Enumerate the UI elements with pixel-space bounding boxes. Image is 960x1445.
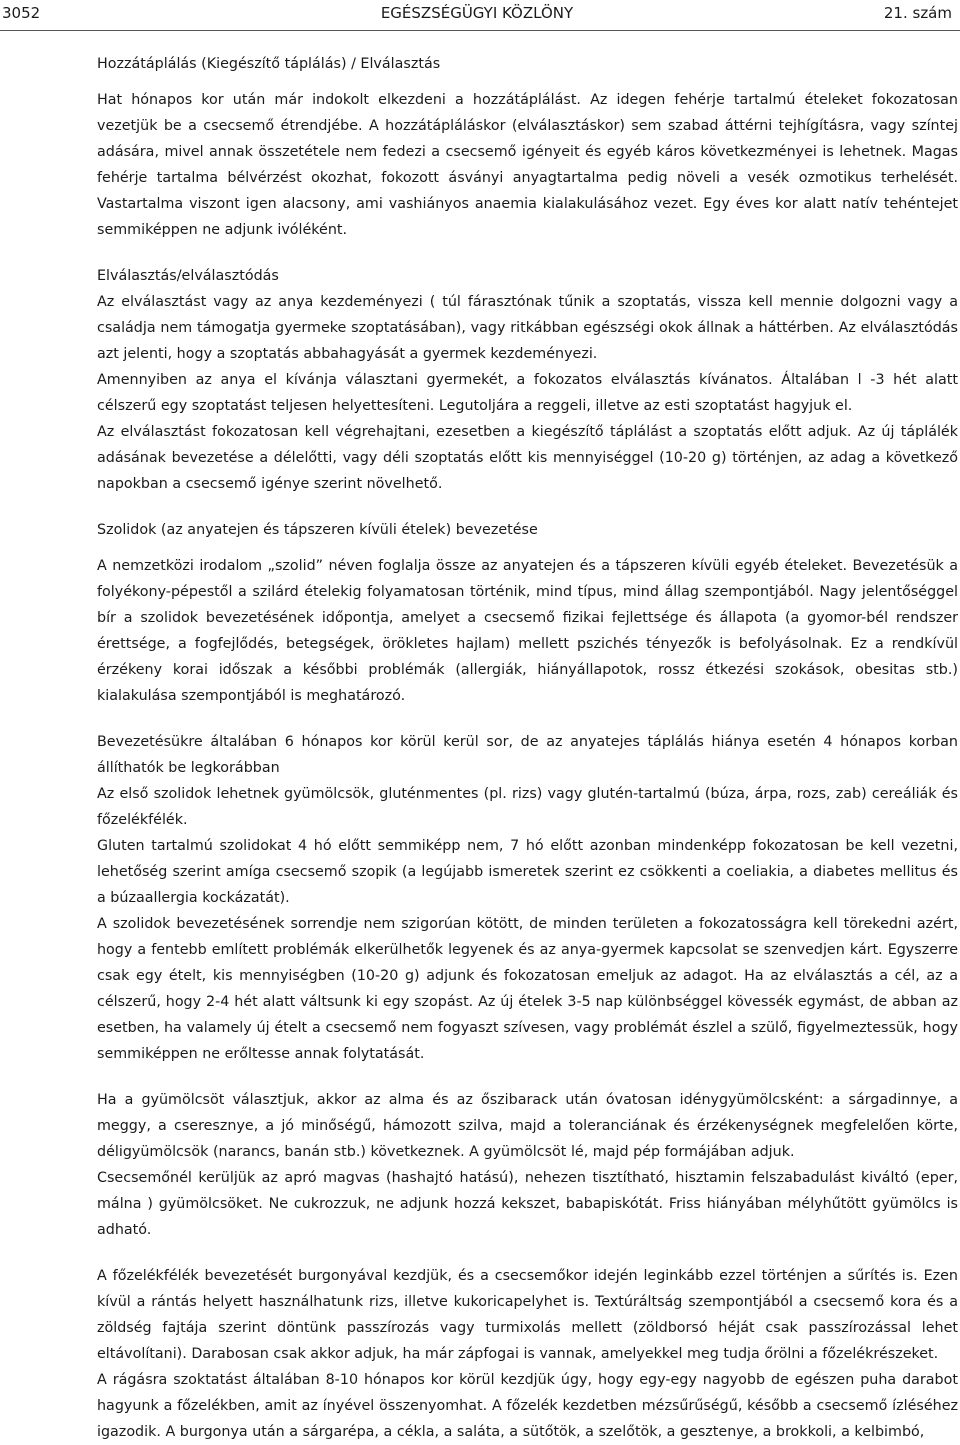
publication-title: EGÉSZSÉGÜGYI KÖZLÖNY: [380, 4, 574, 22]
paragraph: Csecsemőnél kerüljük az apró magvas (hashajtó hatású), nehezen tisztítható, hisztamin felszabadulást kiváltó (eper, málna ) gyümölcsöket. Ne cukrozzuk, ne adjunk hozzá kekszet, babapiskótát. Friss hiányában mélyhűtött gyümölcs is adható.: [97, 1170, 958, 1238]
page-number: 3052: [2, 4, 41, 22]
paragraph: Hat hónapos kor után már indokolt elkezdeni a hozzátáplálást. Az idegen fehérje tartalmú ételeket fokozatosan vezetjük be a csecsemő étrendjébe. A hozzátápláláskor (elválasztáskor) sem szabad áttérni tejhígításra, vagy színtej adására, mivel annak összetétele nem fedezi a csecsemő igényeit és egyéb káros következményei is lehetnek. Magas fehérje tartalma bélvérzést okozhat, fokozott ásványi anyagtartalma pedig növeli a vesék ozmotikus terhelését. Vastartalma viszont igen alacsony, ami vashiányos anaemia kialakulásához vezet. Egy éves kor alatt natív tehéntejet semmiképpen ne adjunk ivóléként.: [97, 92, 958, 238]
paragraph: Amennyiben az anya el kívánja választani gyermekét, a fokozatos elválasztás kívánatos. Általában l -3 hét alatt célszerű egy szoptatást teljesen helyettesíteni. Legutoljára a reggeli, illetve az esti szoptatást hagyjuk el.: [97, 372, 958, 414]
section-heading-elvalasztas: Elválasztás/elválasztódás: [97, 268, 279, 284]
paragraph: Gluten tartalmú szolidokat 4 hó előtt semmiképp nem, 7 hó előtt azonban mindenképp fokozatosan be kell vezetni, lehetőség szerint amíga csecsemő szopik (a legújabb ismeretek szerint ez csökkenti a coeliakia, a diabetes mellitus és a búzaallergia kockázatát).: [97, 838, 958, 906]
issue-number: 21. szám: [883, 4, 952, 22]
paragraph: A szolidok bevezetésének sorrendje nem szigorúan kötött, de minden területen a fokozatosságra kell törekedni azért, hogy a fentebb említett problémák elkerülhetők legyenek és az anya-gyermek kapcsolat se szenvedjen kárt. Egyszerre csak egy ételt, kis mennyiségben (10-20 g) adjunk és fokozatosan emeljuk az adagot. Ha az elválasztás a cél, az a célszerű, hogy 2-4 hét alatt váltsunk ki egy szopást. Az új ételek 3-5 nap különbséggel kövessék egymást, de abban az esetben, ha valamely új ételt a csecsemő nem fogyaszt szívesen, vagy problémát észlel a szülő, figyelmeztessük, hogy semmiképpen ne erőltesse annak folytatását.: [97, 916, 958, 1062]
paragraph: Az elválasztást vagy az anya kezdeményezi ( túl fárasztónak tűnik a szoptatás, vissza kell mennie dolgozni vagy a családja nem támogatja gyermeke szoptatásában), vagy ritkábban egészségi okok állnak a háttérben. Az elválasztódás azt jelenti, hogy a szoptatás abbahagyását a gyermek kezdeményezi.: [97, 294, 958, 362]
section-heading-hozzataplalas: Hozzátáplálás (Kiegészítő táplálás) / Elválasztás: [97, 56, 441, 72]
header-divider: [0, 30, 960, 31]
paragraph: A rágásra szoktatást általában 8-10 hónapos kor körül kezdjük úgy, hogy egy-egy nagyobb de egészen puha darabot hagyunk a főzelékben, amit az ínyével összenyomhat. A főzelék kezdetben mézsűrűségű, később a csecsemő ízléséhez igazodik. A burgonya után a sárgarépa, a cékla, a saláta, a sütőtök, a szelőtök, a gesztenye, a brokkoli, a kelbimbó,: [97, 1372, 958, 1440]
document-body: [97, 51, 958, 1445]
paragraph: A nemzetközi irodalom „szolid” néven foglalja össze az anyatejen és a tápszeren kívüli egyéb ételeket. Bevezetésük a folyékony-pépestől a szilárd ételekig folyamatosan történik, mind típus, mind állag szempontjából. Nagy jelentőséggel bír a szolidok bevezetésének időpontja, amelyet a csecsemő fizikai fejlettsége és állapota (a gyomor-bél rendszer érettsége, a fogfejlődés, betegségek, örökletes hajlam) mellett pszichés tényezők is befolyásolnak. Ez a rendkívül érzékeny korai időszak a későbbi problémák (allergiák, hiányállapotok, rossz étkezési szokások, obesitas stb.) kialakulása szempontjából is meghatározó.: [97, 558, 958, 704]
paragraph: Az első szolidok lehetnek gyümölcsök, gluténmentes (pl. rizs) vagy glutén-tartalmú (búza, árpa, rozs, zab) cereáliák és főzelékfélék.: [97, 786, 958, 828]
section-heading-szolidok: Szolidok (az anyatejen és tápszeren kívüli ételek) bevezetése: [97, 522, 538, 538]
paragraph: A főzelékfélék bevezetését burgonyával kezdjük, és a csecsemőkor idején leginkább ezzel történjen a sűrítés is. Ezen kívül a rántás helyett használhatunk rizs, illetve kukoricapelyhet is. Textúráltság szempontjából a csecsemő kora és a zöldség fajtája szerint döntünk passzírozás vagy turmixolás mellett (zöldborsó héját csak passzírozással lehet eltávolítani). Darabosan csak akkor adjuk, ha már zápfogai is vannak, amelyekkel meg tudja őrölni a főzelékrészeket.: [97, 1268, 958, 1362]
paragraph: Az elválasztást fokozatosan kell végrehajtani, ezesetben a kiegészítő táplálást a szoptatás előtt adjuk. Az új táplálék adásának bevezetése a délelőtti, vagy déli szoptatás előtt kis mennyiséggel (10-20 g) történjen, az adag a következő napokban a csecsemő igénye szerint növelhető.: [97, 424, 958, 492]
paragraph: Ha a gyümölcsöt választjuk, akkor az alma és az őszibarack után óvatosan idénygyümölcsként: a sárgadinnye, a meggy, a cseresznye, a jó minőségű, hámozott szilva, majd a toleranciának és érzékenységnek megfelelően körte, déligyümölcsök (narancs, banán stb.) következnek. A gyümölcsöt lé, majd pép formájában adjuk.: [97, 1092, 958, 1160]
page-header: [2, 3, 952, 23]
paragraph: Bevezetésükre általában 6 hónapos kor körül kerül sor, de az anyatejes táplálás hiánya esetén 4 hónapos korban állíthatók be legkorábban: [97, 734, 958, 776]
